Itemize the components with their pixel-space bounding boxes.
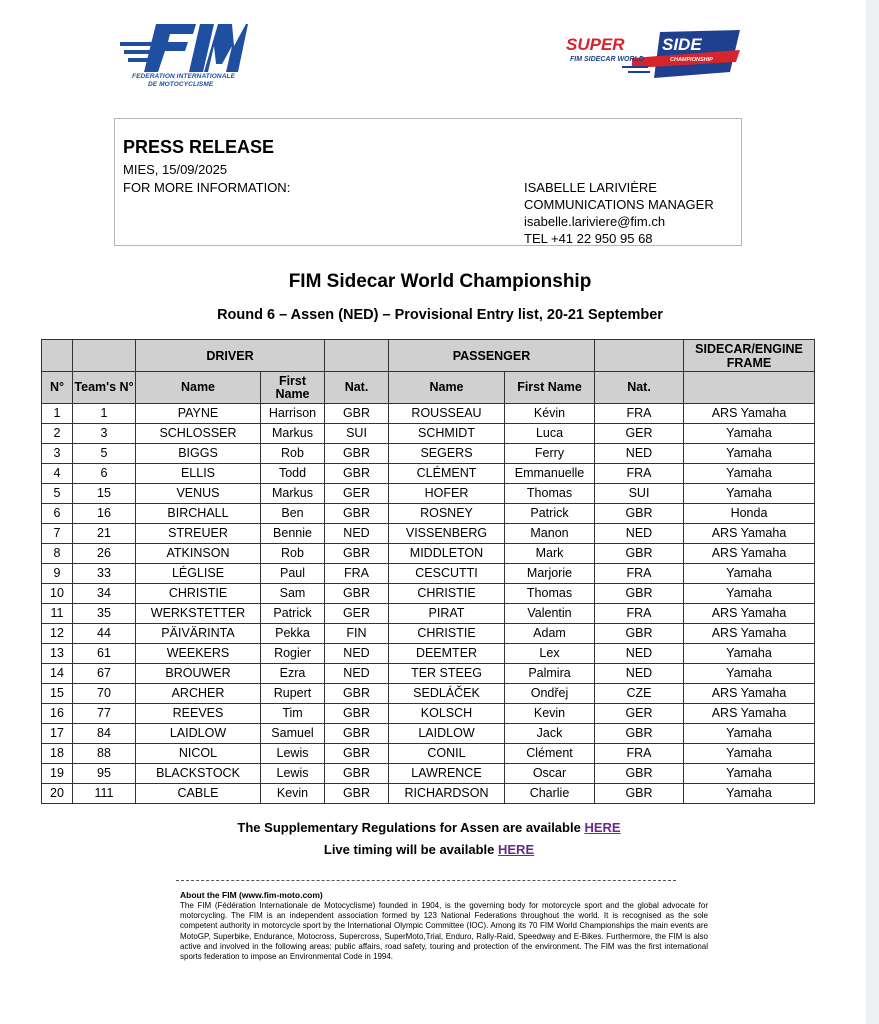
driver-nat-cell: GBR [325, 724, 389, 744]
table-row [42, 464, 815, 484]
driver-first-name-cell: Ezra [261, 664, 325, 684]
passenger-nat-cell: GBR [595, 784, 684, 804]
superside-word-super: SUPER [566, 35, 625, 54]
group-header-driver: DRIVER [136, 340, 325, 372]
table-row [42, 564, 815, 584]
fim-logo-subtitle-2: DE MOTOCYCLISME [148, 81, 214, 88]
passenger-name-cell: RICHARDSON [389, 784, 505, 804]
driver-name-cell: CHRISTIE [136, 584, 261, 604]
frame-cell: Yamaha [684, 484, 815, 504]
frame-cell: Yamaha [684, 584, 815, 604]
passenger-name-cell: TER STEEG [389, 664, 505, 684]
driver-name-cell: WERKSTETTER [136, 604, 261, 624]
passenger-nat-cell: NED [595, 524, 684, 544]
team-no-cell: 15 [73, 484, 136, 504]
page-subtitle: Round 6 – Assen (NED) – Provisional Entry list, 20-21 September [217, 307, 663, 323]
frame-cell: Yamaha [684, 464, 815, 484]
frame-cell: Yamaha [684, 644, 815, 664]
press-release-title: PRESS RELEASE [123, 137, 275, 157]
superside-line: FIM SIDECAR WORLD [570, 56, 644, 63]
frame-cell: ARS Yamaha [684, 524, 815, 544]
passenger-first-name-cell: Patrick [505, 504, 595, 524]
superside-logo [562, 28, 742, 83]
passenger-name-cell: CLÉMENT [389, 464, 505, 484]
team-no-cell: 44 [73, 624, 136, 644]
passenger-name-cell: CONIL [389, 744, 505, 764]
frame-cell: Yamaha [684, 784, 815, 804]
passenger-nat-cell: GBR [595, 504, 684, 524]
passenger-nat-cell: FRA [595, 604, 684, 624]
driver-nat-cell: GBR [325, 544, 389, 564]
entry-no-cell: 11 [42, 604, 73, 624]
frame-cell: ARS Yamaha [684, 624, 815, 644]
passenger-name-cell: CESCUTTI [389, 564, 505, 584]
driver-name-cell: ATKINSON [136, 544, 261, 564]
driver-first-name-cell: Rob [261, 544, 325, 564]
table-row [42, 684, 815, 704]
header-blank [595, 340, 684, 372]
passenger-nat-cell: CZE [595, 684, 684, 704]
passenger-name-cell: DEEMTER [389, 644, 505, 664]
table-row [42, 524, 815, 544]
live-timing-line [0, 842, 858, 857]
supplementary-here-link[interactable]: HERE [584, 820, 621, 835]
driver-name-cell: BROUWER [136, 664, 261, 684]
supplementary-text: The Supplementary Regulations for Assen are available [237, 820, 581, 835]
col-header-driver-name: Name [136, 372, 261, 404]
team-no-cell: 16 [73, 504, 136, 524]
driver-first-name-cell: Lewis [261, 744, 325, 764]
passenger-nat-cell: GBR [595, 544, 684, 564]
passenger-first-name-cell: Ondřej [505, 684, 595, 704]
passenger-nat-cell: FRA [595, 564, 684, 584]
team-no-cell: 67 [73, 664, 136, 684]
driver-first-name-cell: Kevin [261, 784, 325, 804]
team-no-cell: 21 [73, 524, 136, 544]
passenger-first-name-cell: Kevin [505, 704, 595, 724]
passenger-nat-cell: FRA [595, 744, 684, 764]
table-row [42, 444, 815, 464]
driver-first-name-cell: Markus [261, 484, 325, 504]
driver-nat-cell: GBR [325, 764, 389, 784]
table-row [42, 664, 815, 684]
contact-name: ISABELLE LARIVIÈRE [524, 180, 657, 195]
group-header-frame: SIDECAR/ENGINE FRAME [684, 340, 815, 372]
passenger-name-cell: HOFER [389, 484, 505, 504]
driver-nat-cell: SUI [325, 424, 389, 444]
passenger-nat-cell: GBR [595, 624, 684, 644]
passenger-nat-cell: GBR [595, 764, 684, 784]
fim-logo-mark [118, 20, 248, 76]
frame-cell: Yamaha [684, 444, 815, 464]
driver-first-name-cell: Rupert [261, 684, 325, 704]
driver-nat-cell: GBR [325, 784, 389, 804]
driver-name-cell: BIRCHALL [136, 504, 261, 524]
superside-word-side: SIDE [662, 35, 702, 54]
passenger-first-name-cell: Manon [505, 524, 595, 544]
frame-cell: Yamaha [684, 564, 815, 584]
entry-no-cell: 6 [42, 504, 73, 524]
team-no-cell: 70 [73, 684, 136, 704]
frame-cell: ARS Yamaha [684, 684, 815, 704]
passenger-name-cell: SEGERS [389, 444, 505, 464]
passenger-nat-cell: GBR [595, 584, 684, 604]
driver-nat-cell: GBR [325, 684, 389, 704]
driver-first-name-cell: Ben [261, 504, 325, 524]
press-release-box [114, 118, 742, 246]
team-no-cell: 34 [73, 584, 136, 604]
driver-name-cell: VENUS [136, 484, 261, 504]
entry-list-body [42, 404, 815, 804]
table-row [42, 784, 815, 804]
col-header-frame [684, 372, 815, 404]
team-no-cell: 6 [73, 464, 136, 484]
driver-name-cell: ELLIS [136, 464, 261, 484]
table-row [42, 544, 815, 564]
live-timing-text: Live timing will be available [323, 842, 495, 857]
table-row [42, 624, 815, 644]
passenger-first-name-cell: Mark [505, 544, 595, 564]
team-no-cell: 88 [73, 744, 136, 764]
passenger-first-name-cell: Luca [505, 424, 595, 444]
table-row [42, 644, 815, 664]
driver-name-cell: SCHLOSSER [136, 424, 261, 444]
entry-no-cell: 1 [42, 404, 73, 424]
driver-nat-cell: GER [325, 484, 389, 504]
passenger-nat-cell: FRA [595, 464, 684, 484]
page-title: FIM Sidecar World Championship [288, 271, 592, 292]
driver-name-cell: PÄIVÄRINTA [136, 624, 261, 644]
passenger-name-cell: VISSENBERG [389, 524, 505, 544]
passenger-first-name-cell: Oscar [505, 764, 595, 784]
driver-first-name-cell: Rob [261, 444, 325, 464]
frame-cell: ARS Yamaha [684, 704, 815, 724]
col-header-team-no: Team's N° [73, 372, 136, 404]
driver-first-name-cell: Lewis [261, 764, 325, 784]
contact-role: COMMUNICATIONS MANAGER [524, 197, 714, 212]
passenger-nat-cell: NED [595, 444, 684, 464]
entry-no-cell: 15 [42, 684, 73, 704]
passenger-first-name-cell: Adam [505, 624, 595, 644]
entry-no-cell: 9 [42, 564, 73, 584]
header-blank [42, 340, 73, 372]
passenger-first-name-cell: Kévin [505, 404, 595, 424]
team-no-cell: 35 [73, 604, 136, 624]
passenger-nat-cell: NED [595, 644, 684, 664]
entry-no-cell: 12 [42, 624, 73, 644]
frame-cell: ARS Yamaha [684, 544, 815, 564]
frame-cell: Yamaha [684, 764, 815, 784]
passenger-nat-cell: GER [595, 424, 684, 444]
table-row [42, 424, 815, 444]
frame-cell: Yamaha [684, 724, 815, 744]
driver-name-cell: REEVES [136, 704, 261, 724]
driver-first-name-cell: Paul [261, 564, 325, 584]
entry-no-cell: 20 [42, 784, 73, 804]
fim-logo [118, 20, 248, 92]
passenger-nat-cell: FRA [595, 404, 684, 424]
driver-first-name-cell: Harrison [261, 404, 325, 424]
entry-no-cell: 10 [42, 584, 73, 604]
driver-first-name-cell: Pekka [261, 624, 325, 644]
driver-name-cell: CABLE [136, 784, 261, 804]
frame-cell: Yamaha [684, 744, 815, 764]
supplementary-regulations-line [0, 820, 858, 835]
table-row [42, 704, 815, 724]
passenger-name-cell: KOLSCH [389, 704, 505, 724]
about-title: About the FIM (www.fim-moto.com) [180, 890, 323, 900]
team-no-cell: 26 [73, 544, 136, 564]
passenger-first-name-cell: Charlie [505, 784, 595, 804]
group-header-passenger: PASSENGER [389, 340, 595, 372]
entry-list-table [41, 339, 815, 804]
driver-first-name-cell: Samuel [261, 724, 325, 744]
passenger-nat-cell: GBR [595, 724, 684, 744]
passenger-name-cell: ROUSSEAU [389, 404, 505, 424]
driver-first-name-cell: Todd [261, 464, 325, 484]
entry-no-cell: 14 [42, 664, 73, 684]
driver-name-cell: BLACKSTOCK [136, 764, 261, 784]
entry-no-cell: 5 [42, 484, 73, 504]
passenger-first-name-cell: Palmira [505, 664, 595, 684]
frame-cell: ARS Yamaha [684, 604, 815, 624]
driver-nat-cell: GER [325, 604, 389, 624]
table-row [42, 504, 815, 524]
passenger-first-name-cell: Emmanuelle [505, 464, 595, 484]
entry-no-cell: 4 [42, 464, 73, 484]
contact-phone: TEL +41 22 950 95 68 [524, 231, 653, 246]
team-no-cell: 84 [73, 724, 136, 744]
passenger-name-cell: CHRISTIE [389, 624, 505, 644]
entry-no-cell: 8 [42, 544, 73, 564]
team-no-cell: 1 [73, 404, 136, 424]
team-no-cell: 111 [73, 784, 136, 804]
col-header-driver-nat: Nat. [325, 372, 389, 404]
col-header-no: N° [42, 372, 73, 404]
col-header-passenger-nat: Nat. [595, 372, 684, 404]
team-no-cell: 5 [73, 444, 136, 464]
team-no-cell: 3 [73, 424, 136, 444]
table-row [42, 484, 815, 504]
fim-logo-subtitle-1: FEDERATION INTERNATIONALE [132, 73, 236, 80]
driver-nat-cell: NED [325, 644, 389, 664]
frame-cell: Honda [684, 504, 815, 524]
driver-nat-cell: FIN [325, 624, 389, 644]
team-no-cell: 77 [73, 704, 136, 724]
about-text: The FIM (Fédération Internationale de Motocyclisme) founded in 1904, is the governing body for motorcycle sport and the global advocate for motorcycling. The FIM is an independent association formed by 123 National Federations throughout the world. It is recognised as the sole competent authority in motorcycle sport by the International Olympic Committee (IOC). Among its 70 FIM World Championships the main events are MotoGP, Superbike, Endurance, Motocross, Supercross, SuperMoto,Trial, Enduro, Rally-Raid, Speedway and E-Bikes. Furthermore, the FIM is also active and involved in the following areas: public affairs, road safety, touring and protection of the environment. The FIM was the first international sports federation to impose an Environmental Code in 1994. [180, 901, 708, 962]
driver-name-cell: LAIDLOW [136, 724, 261, 744]
entry-no-cell: 2 [42, 424, 73, 444]
passenger-first-name-cell: Ferry [505, 444, 595, 464]
table-row [42, 604, 815, 624]
driver-nat-cell: NED [325, 524, 389, 544]
passenger-first-name-cell: Jack [505, 724, 595, 744]
header-blank [73, 340, 136, 372]
contact-email[interactable]: isabelle.lariviere@fim.ch [524, 214, 666, 229]
column-header-row [42, 372, 815, 404]
passenger-first-name-cell: Clément [505, 744, 595, 764]
col-header-passenger-name: Name [389, 372, 505, 404]
driver-name-cell: ARCHER [136, 684, 261, 704]
table-row [42, 724, 815, 744]
driver-name-cell: BIGGS [136, 444, 261, 464]
passenger-name-cell: LAWRENCE [389, 764, 505, 784]
table-row [42, 744, 815, 764]
entry-no-cell: 13 [42, 644, 73, 664]
driver-nat-cell: FRA [325, 564, 389, 584]
driver-name-cell: STREUER [136, 524, 261, 544]
driver-nat-cell: GBR [325, 704, 389, 724]
more-info-label: FOR MORE INFORMATION: [123, 180, 291, 195]
frame-cell: Yamaha [684, 424, 815, 444]
frame-cell: Yamaha [684, 664, 815, 684]
team-no-cell: 95 [73, 764, 136, 784]
divider [176, 880, 676, 881]
passenger-first-name-cell: Lex [505, 644, 595, 664]
passenger-name-cell: SEDLÁČEK [389, 684, 505, 704]
entry-no-cell: 3 [42, 444, 73, 464]
table-row [42, 404, 815, 424]
col-header-passenger-first-name: First Name [505, 372, 595, 404]
driver-nat-cell: GBR [325, 404, 389, 424]
table-row [42, 764, 815, 784]
entry-no-cell: 7 [42, 524, 73, 544]
entry-no-cell: 18 [42, 744, 73, 764]
passenger-name-cell: CHRISTIE [389, 584, 505, 604]
driver-first-name-cell: Tim [261, 704, 325, 724]
passenger-first-name-cell: Valentin [505, 604, 595, 624]
driver-nat-cell: GBR [325, 744, 389, 764]
driver-first-name-cell: Bennie [261, 524, 325, 544]
passenger-first-name-cell: Thomas [505, 484, 595, 504]
driver-first-name-cell: Markus [261, 424, 325, 444]
press-release-date: MIES, 15/09/2025 [123, 162, 228, 177]
passenger-name-cell: LAIDLOW [389, 724, 505, 744]
passenger-name-cell: MIDDLETON [389, 544, 505, 564]
col-header-driver-first-name: First Name [261, 372, 325, 404]
table-row [42, 584, 815, 604]
team-no-cell: 61 [73, 644, 136, 664]
driver-first-name-cell: Patrick [261, 604, 325, 624]
driver-nat-cell: GBR [325, 464, 389, 484]
driver-nat-cell: NED [325, 664, 389, 684]
passenger-nat-cell: GER [595, 704, 684, 724]
live-timing-here-link[interactable]: HERE [498, 842, 535, 857]
driver-name-cell: PAYNE [136, 404, 261, 424]
driver-name-cell: LÉGLISE [136, 564, 261, 584]
driver-name-cell: NICOL [136, 744, 261, 764]
scrollbar[interactable] [866, 0, 879, 1024]
passenger-name-cell: SCHMIDT [389, 424, 505, 444]
passenger-first-name-cell: Thomas [505, 584, 595, 604]
driver-first-name-cell: Sam [261, 584, 325, 604]
driver-nat-cell: GBR [325, 584, 389, 604]
entry-no-cell: 19 [42, 764, 73, 784]
passenger-name-cell: ROSNEY [389, 504, 505, 524]
passenger-name-cell: PIRAT [389, 604, 505, 624]
driver-nat-cell: GBR [325, 504, 389, 524]
team-no-cell: 33 [73, 564, 136, 584]
entry-no-cell: 16 [42, 704, 73, 724]
passenger-first-name-cell: Marjorie [505, 564, 595, 584]
passenger-nat-cell: NED [595, 664, 684, 684]
frame-cell: ARS Yamaha [684, 404, 815, 424]
driver-name-cell: WEEKERS [136, 644, 261, 664]
driver-nat-cell: GBR [325, 444, 389, 464]
passenger-nat-cell: SUI [595, 484, 684, 504]
superside-champ: CHAMPIONSHIP [670, 57, 713, 63]
header-blank [325, 340, 389, 372]
entry-no-cell: 17 [42, 724, 73, 744]
driver-first-name-cell: Rogier [261, 644, 325, 664]
